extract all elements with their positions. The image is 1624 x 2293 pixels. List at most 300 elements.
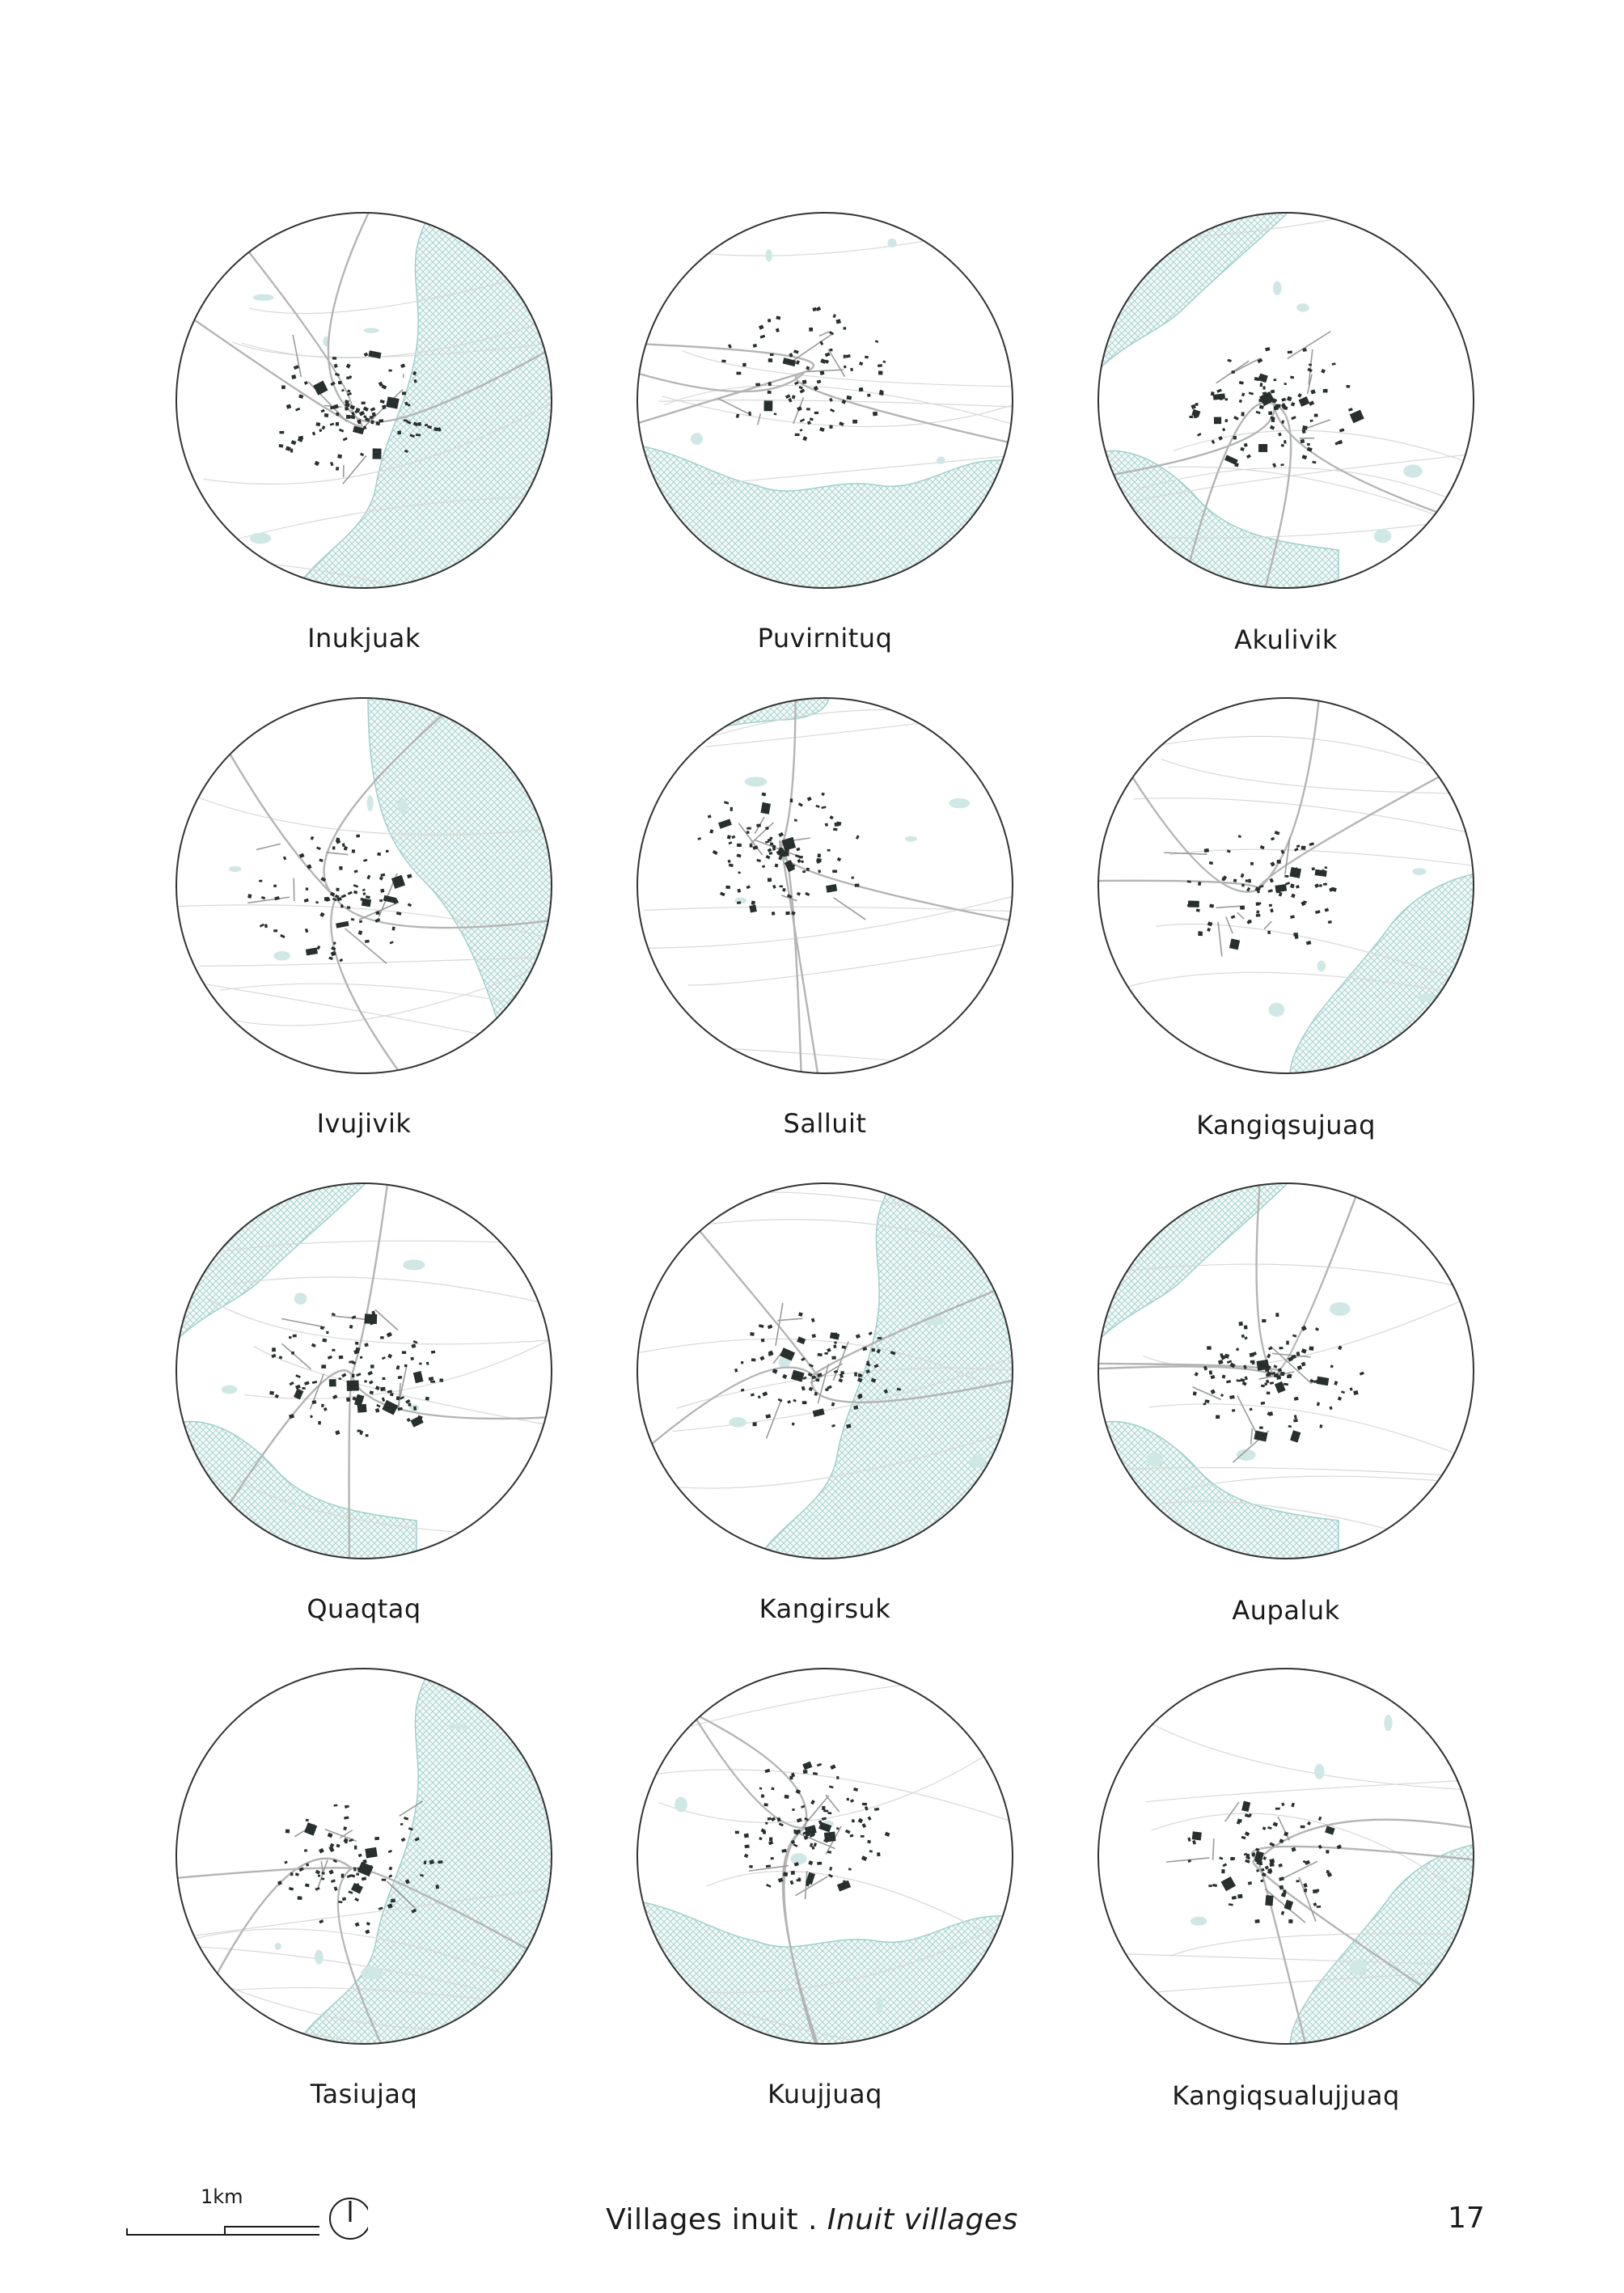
- building: [1288, 1373, 1292, 1378]
- building: [734, 1369, 738, 1373]
- building: [868, 1817, 872, 1821]
- building: [1278, 433, 1282, 437]
- page-number: 17: [1448, 2202, 1485, 2235]
- building: [1301, 846, 1306, 850]
- building: [1271, 837, 1275, 841]
- building: [1310, 389, 1315, 394]
- building: [290, 1872, 294, 1876]
- building: [856, 835, 860, 839]
- building: [1187, 1838, 1191, 1842]
- street: [345, 929, 387, 963]
- street: [828, 349, 844, 377]
- building: [1276, 1375, 1281, 1380]
- building: [1332, 362, 1336, 365]
- pond: [691, 433, 703, 445]
- building: [1261, 1402, 1266, 1405]
- map-outline: [637, 698, 1013, 1073]
- building: [316, 847, 321, 850]
- building: [1216, 389, 1222, 393]
- building: [426, 1362, 429, 1365]
- building: [1259, 1426, 1263, 1428]
- building: [1360, 1372, 1364, 1376]
- building: [1293, 1419, 1298, 1422]
- building: [822, 1817, 827, 1821]
- building: [769, 1837, 773, 1841]
- building: [1232, 1896, 1237, 1900]
- building: [803, 1770, 807, 1773]
- building: [799, 386, 803, 389]
- building: [764, 400, 773, 411]
- building: [1339, 428, 1344, 432]
- building: [279, 431, 284, 434]
- building: [1246, 454, 1251, 458]
- building: [862, 1803, 867, 1806]
- building: [1241, 874, 1245, 878]
- village-map-circle: [635, 1181, 1015, 1561]
- building: [363, 406, 369, 412]
- pond: [1350, 1959, 1367, 1975]
- building: [1307, 447, 1313, 452]
- building: [827, 1851, 831, 1854]
- building: [878, 371, 882, 375]
- building: [295, 1872, 299, 1876]
- building: [1220, 1394, 1224, 1397]
- building: [1262, 1856, 1267, 1860]
- building: [810, 1834, 814, 1837]
- building: [355, 1342, 358, 1345]
- building: [1214, 417, 1221, 425]
- building: [273, 929, 277, 932]
- building: [1195, 403, 1199, 406]
- village-map-salluit: [635, 696, 1015, 1139]
- building: [809, 328, 813, 332]
- pond: [1191, 1917, 1207, 1926]
- building: [1283, 1889, 1286, 1893]
- building: [408, 1403, 412, 1407]
- building: [749, 905, 757, 913]
- building: [1211, 1389, 1216, 1394]
- street: [1288, 332, 1330, 359]
- village-map-akulivik: [1096, 210, 1476, 655]
- building: [347, 1380, 359, 1390]
- building: [332, 357, 336, 360]
- building: [313, 381, 328, 396]
- building: [1318, 1817, 1322, 1821]
- building: [1330, 1407, 1333, 1410]
- building: [832, 869, 837, 873]
- building: [874, 1808, 879, 1811]
- village-name: Quaqtaq: [307, 1593, 421, 1624]
- building: [1287, 396, 1292, 402]
- building: [383, 1377, 386, 1381]
- building: [347, 906, 350, 909]
- building: [326, 1331, 328, 1334]
- building: [815, 1378, 819, 1381]
- building: [873, 412, 878, 417]
- building: [1192, 1831, 1202, 1840]
- building: [1291, 402, 1295, 406]
- building: [418, 422, 422, 426]
- building: [1219, 1856, 1223, 1859]
- building: [750, 1332, 754, 1336]
- building: [817, 1763, 822, 1767]
- building: [1334, 1381, 1338, 1386]
- pond: [446, 1724, 468, 1729]
- street: [1213, 1838, 1214, 1860]
- building: [356, 1373, 361, 1377]
- road: [352, 1375, 554, 1419]
- building: [816, 858, 821, 862]
- village-map-circle: [174, 1666, 554, 2046]
- building: [808, 1860, 813, 1865]
- building: [358, 930, 362, 935]
- building: [1239, 400, 1242, 403]
- building: [306, 1819, 309, 1821]
- pond: [1273, 281, 1282, 295]
- building: [291, 374, 296, 379]
- building: [380, 874, 385, 877]
- building: [833, 1344, 836, 1348]
- building: [751, 900, 755, 904]
- building: [697, 837, 701, 840]
- building: [1270, 861, 1275, 866]
- building: [331, 1879, 336, 1883]
- building: [1275, 831, 1280, 836]
- building: [827, 1812, 831, 1814]
- building: [398, 1376, 402, 1379]
- building: [1267, 1354, 1271, 1359]
- building: [1233, 879, 1237, 882]
- building: [328, 1356, 332, 1360]
- building: [348, 1890, 353, 1893]
- building: [364, 1380, 366, 1382]
- building: [345, 407, 349, 411]
- building: [1269, 878, 1273, 883]
- building: [789, 1881, 793, 1885]
- road: [635, 372, 805, 443]
- building: [1281, 444, 1284, 447]
- building: [781, 1849, 786, 1853]
- building: [1248, 920, 1251, 923]
- building: [339, 866, 342, 870]
- building: [419, 1363, 421, 1365]
- building: [1307, 443, 1310, 446]
- building: [1294, 848, 1299, 852]
- pond: [949, 798, 970, 809]
- building: [844, 365, 847, 368]
- building: [1338, 1396, 1343, 1400]
- building: [397, 430, 401, 434]
- building: [850, 1799, 854, 1803]
- village-map-circle: [635, 210, 1015, 590]
- building: [306, 948, 318, 956]
- building: [795, 434, 800, 436]
- building: [304, 1849, 307, 1851]
- building: [761, 1339, 765, 1342]
- building: [738, 871, 741, 874]
- building: [1258, 399, 1263, 402]
- building: [375, 1408, 380, 1413]
- building: [1233, 416, 1239, 421]
- building: [1348, 408, 1353, 412]
- building: [400, 1823, 404, 1826]
- building: [348, 891, 353, 895]
- building: [727, 835, 731, 839]
- building: [364, 353, 369, 357]
- village-map-circle: [174, 1181, 554, 1561]
- building: [1238, 835, 1241, 838]
- building: [319, 1848, 324, 1854]
- building: [818, 853, 821, 857]
- building: [1226, 1380, 1231, 1383]
- building: [1236, 1347, 1239, 1351]
- street: [1192, 1387, 1220, 1400]
- building: [1241, 1801, 1250, 1812]
- building: [839, 421, 844, 425]
- street: [791, 333, 833, 362]
- building: [1304, 1889, 1307, 1893]
- building: [1250, 1352, 1254, 1357]
- building: [1290, 915, 1295, 918]
- building: [1309, 1346, 1313, 1350]
- building: [334, 364, 338, 368]
- building: [387, 1354, 392, 1359]
- building: [779, 1822, 784, 1826]
- village-map-circle: [635, 1666, 1015, 2046]
- building: [792, 1423, 794, 1426]
- building: [1257, 1360, 1270, 1371]
- building: [357, 1430, 362, 1432]
- building: [1266, 1373, 1270, 1377]
- building: [404, 1817, 408, 1820]
- building: [824, 1352, 827, 1355]
- building: [759, 1356, 764, 1360]
- building: [295, 1385, 301, 1390]
- village-name: Akulivik: [1234, 624, 1338, 655]
- street: [1166, 1858, 1210, 1862]
- building: [352, 849, 355, 852]
- building: [339, 1356, 344, 1359]
- village-map-tasiujaq: [174, 1666, 554, 2109]
- water-body: [635, 445, 1015, 590]
- building: [1285, 882, 1290, 885]
- building: [729, 864, 734, 868]
- road: [1274, 404, 1476, 528]
- building: [1289, 867, 1301, 878]
- building: [1290, 375, 1294, 379]
- building: [354, 869, 358, 873]
- building: [304, 1381, 310, 1386]
- building: [800, 429, 803, 432]
- building: [800, 389, 806, 394]
- building: [724, 801, 729, 804]
- building: [798, 1312, 803, 1316]
- building: [1350, 410, 1364, 424]
- road: [635, 341, 814, 372]
- building: [761, 1794, 764, 1798]
- building: [1303, 348, 1307, 352]
- building: [787, 1400, 791, 1404]
- terrain-line: [688, 942, 1015, 985]
- building: [1187, 904, 1191, 907]
- pond: [294, 1292, 307, 1305]
- water-body: [295, 1666, 554, 2046]
- building: [366, 900, 370, 904]
- building: [1291, 416, 1296, 420]
- building: [339, 958, 343, 962]
- building: [1258, 444, 1267, 452]
- building: [1301, 1348, 1307, 1354]
- building: [1271, 390, 1275, 394]
- building: [1317, 1906, 1322, 1908]
- road: [198, 697, 336, 898]
- building: [1269, 1859, 1275, 1864]
- building: [772, 912, 775, 915]
- building: [264, 924, 268, 928]
- building: [1237, 1894, 1242, 1899]
- pond: [729, 1417, 746, 1428]
- building: [885, 1832, 890, 1837]
- building: [768, 839, 772, 841]
- building: [760, 335, 766, 339]
- building: [1222, 1375, 1226, 1379]
- building: [1264, 1382, 1267, 1386]
- pond: [361, 1966, 382, 1979]
- street: [281, 1318, 325, 1327]
- terrain-line: [650, 1044, 1015, 1072]
- building: [1232, 1409, 1235, 1412]
- building: [429, 1377, 434, 1381]
- building: [1212, 1884, 1217, 1887]
- building: [796, 848, 800, 852]
- building: [1278, 1864, 1283, 1868]
- village-map-quaqtaq: [174, 1181, 554, 1624]
- building: [768, 1325, 772, 1330]
- pond: [1317, 961, 1326, 972]
- pond: [790, 1853, 806, 1864]
- building: [753, 1422, 757, 1426]
- building: [1209, 1370, 1212, 1374]
- building: [416, 434, 421, 436]
- building: [812, 1334, 816, 1338]
- building: [1209, 861, 1213, 865]
- building: [852, 420, 857, 424]
- building: [869, 1331, 873, 1335]
- building: [387, 1332, 392, 1338]
- street: [375, 1309, 398, 1330]
- village-name: Kuujjuaq: [768, 2079, 882, 2109]
- building: [359, 920, 363, 923]
- pond: [1412, 868, 1426, 875]
- building: [797, 406, 802, 411]
- building: [345, 1805, 348, 1808]
- village-name: Tasiujaq: [310, 2079, 418, 2109]
- terrain-line: [1097, 736, 1476, 785]
- building: [830, 1332, 839, 1340]
- building: [751, 1393, 755, 1396]
- building: [293, 1335, 297, 1338]
- building: [328, 1833, 333, 1838]
- building: [1245, 879, 1249, 882]
- road: [1258, 763, 1465, 890]
- building: [1260, 845, 1265, 849]
- building: [1267, 1392, 1271, 1395]
- building: [396, 1365, 400, 1370]
- building: [778, 832, 784, 837]
- building: [1252, 1852, 1255, 1856]
- building: [1218, 436, 1223, 441]
- building: [785, 912, 790, 916]
- building: [369, 1380, 374, 1384]
- terrain-line: [231, 1277, 554, 1305]
- building: [1328, 920, 1332, 924]
- building: [1297, 393, 1301, 398]
- building: [1233, 436, 1237, 439]
- building: [320, 409, 324, 413]
- building: [407, 1418, 411, 1422]
- pond: [253, 294, 274, 301]
- building: [289, 1336, 292, 1339]
- building: [763, 1803, 768, 1806]
- building: [771, 1857, 774, 1859]
- building: [735, 1831, 739, 1834]
- building: [1189, 416, 1193, 418]
- building: [316, 422, 321, 426]
- building: [1284, 440, 1287, 444]
- building: [797, 892, 801, 896]
- building: [1254, 1851, 1264, 1862]
- building: [294, 365, 299, 370]
- building: [410, 1357, 414, 1360]
- building: [1296, 885, 1300, 889]
- street: [326, 852, 348, 855]
- building: [322, 1339, 327, 1343]
- building: [861, 1835, 865, 1838]
- building: [741, 1389, 745, 1392]
- building: [768, 319, 771, 322]
- building: [776, 315, 780, 319]
- building: [814, 412, 818, 414]
- building: [1353, 1390, 1358, 1395]
- building: [315, 901, 319, 904]
- building: [847, 1798, 849, 1800]
- building: [1241, 412, 1244, 416]
- building: [408, 903, 412, 907]
- road: [1258, 696, 1323, 890]
- building: [1213, 393, 1225, 400]
- building: [1231, 915, 1236, 919]
- building: [1302, 455, 1308, 459]
- building: [1245, 1831, 1250, 1836]
- building: [741, 1361, 743, 1364]
- water-body: [295, 210, 554, 590]
- building: [768, 391, 772, 394]
- building: [1203, 1402, 1206, 1406]
- building: [1248, 1881, 1252, 1885]
- building: [826, 884, 837, 893]
- street: [758, 413, 761, 425]
- building: [346, 415, 350, 419]
- building: [802, 436, 807, 441]
- building: [830, 349, 833, 351]
- terrain-line: [1169, 849, 1476, 865]
- building: [402, 1351, 406, 1354]
- building: [821, 806, 826, 810]
- building: [817, 380, 822, 384]
- building: [785, 394, 790, 399]
- building: [1284, 1900, 1294, 1910]
- pond: [765, 249, 772, 262]
